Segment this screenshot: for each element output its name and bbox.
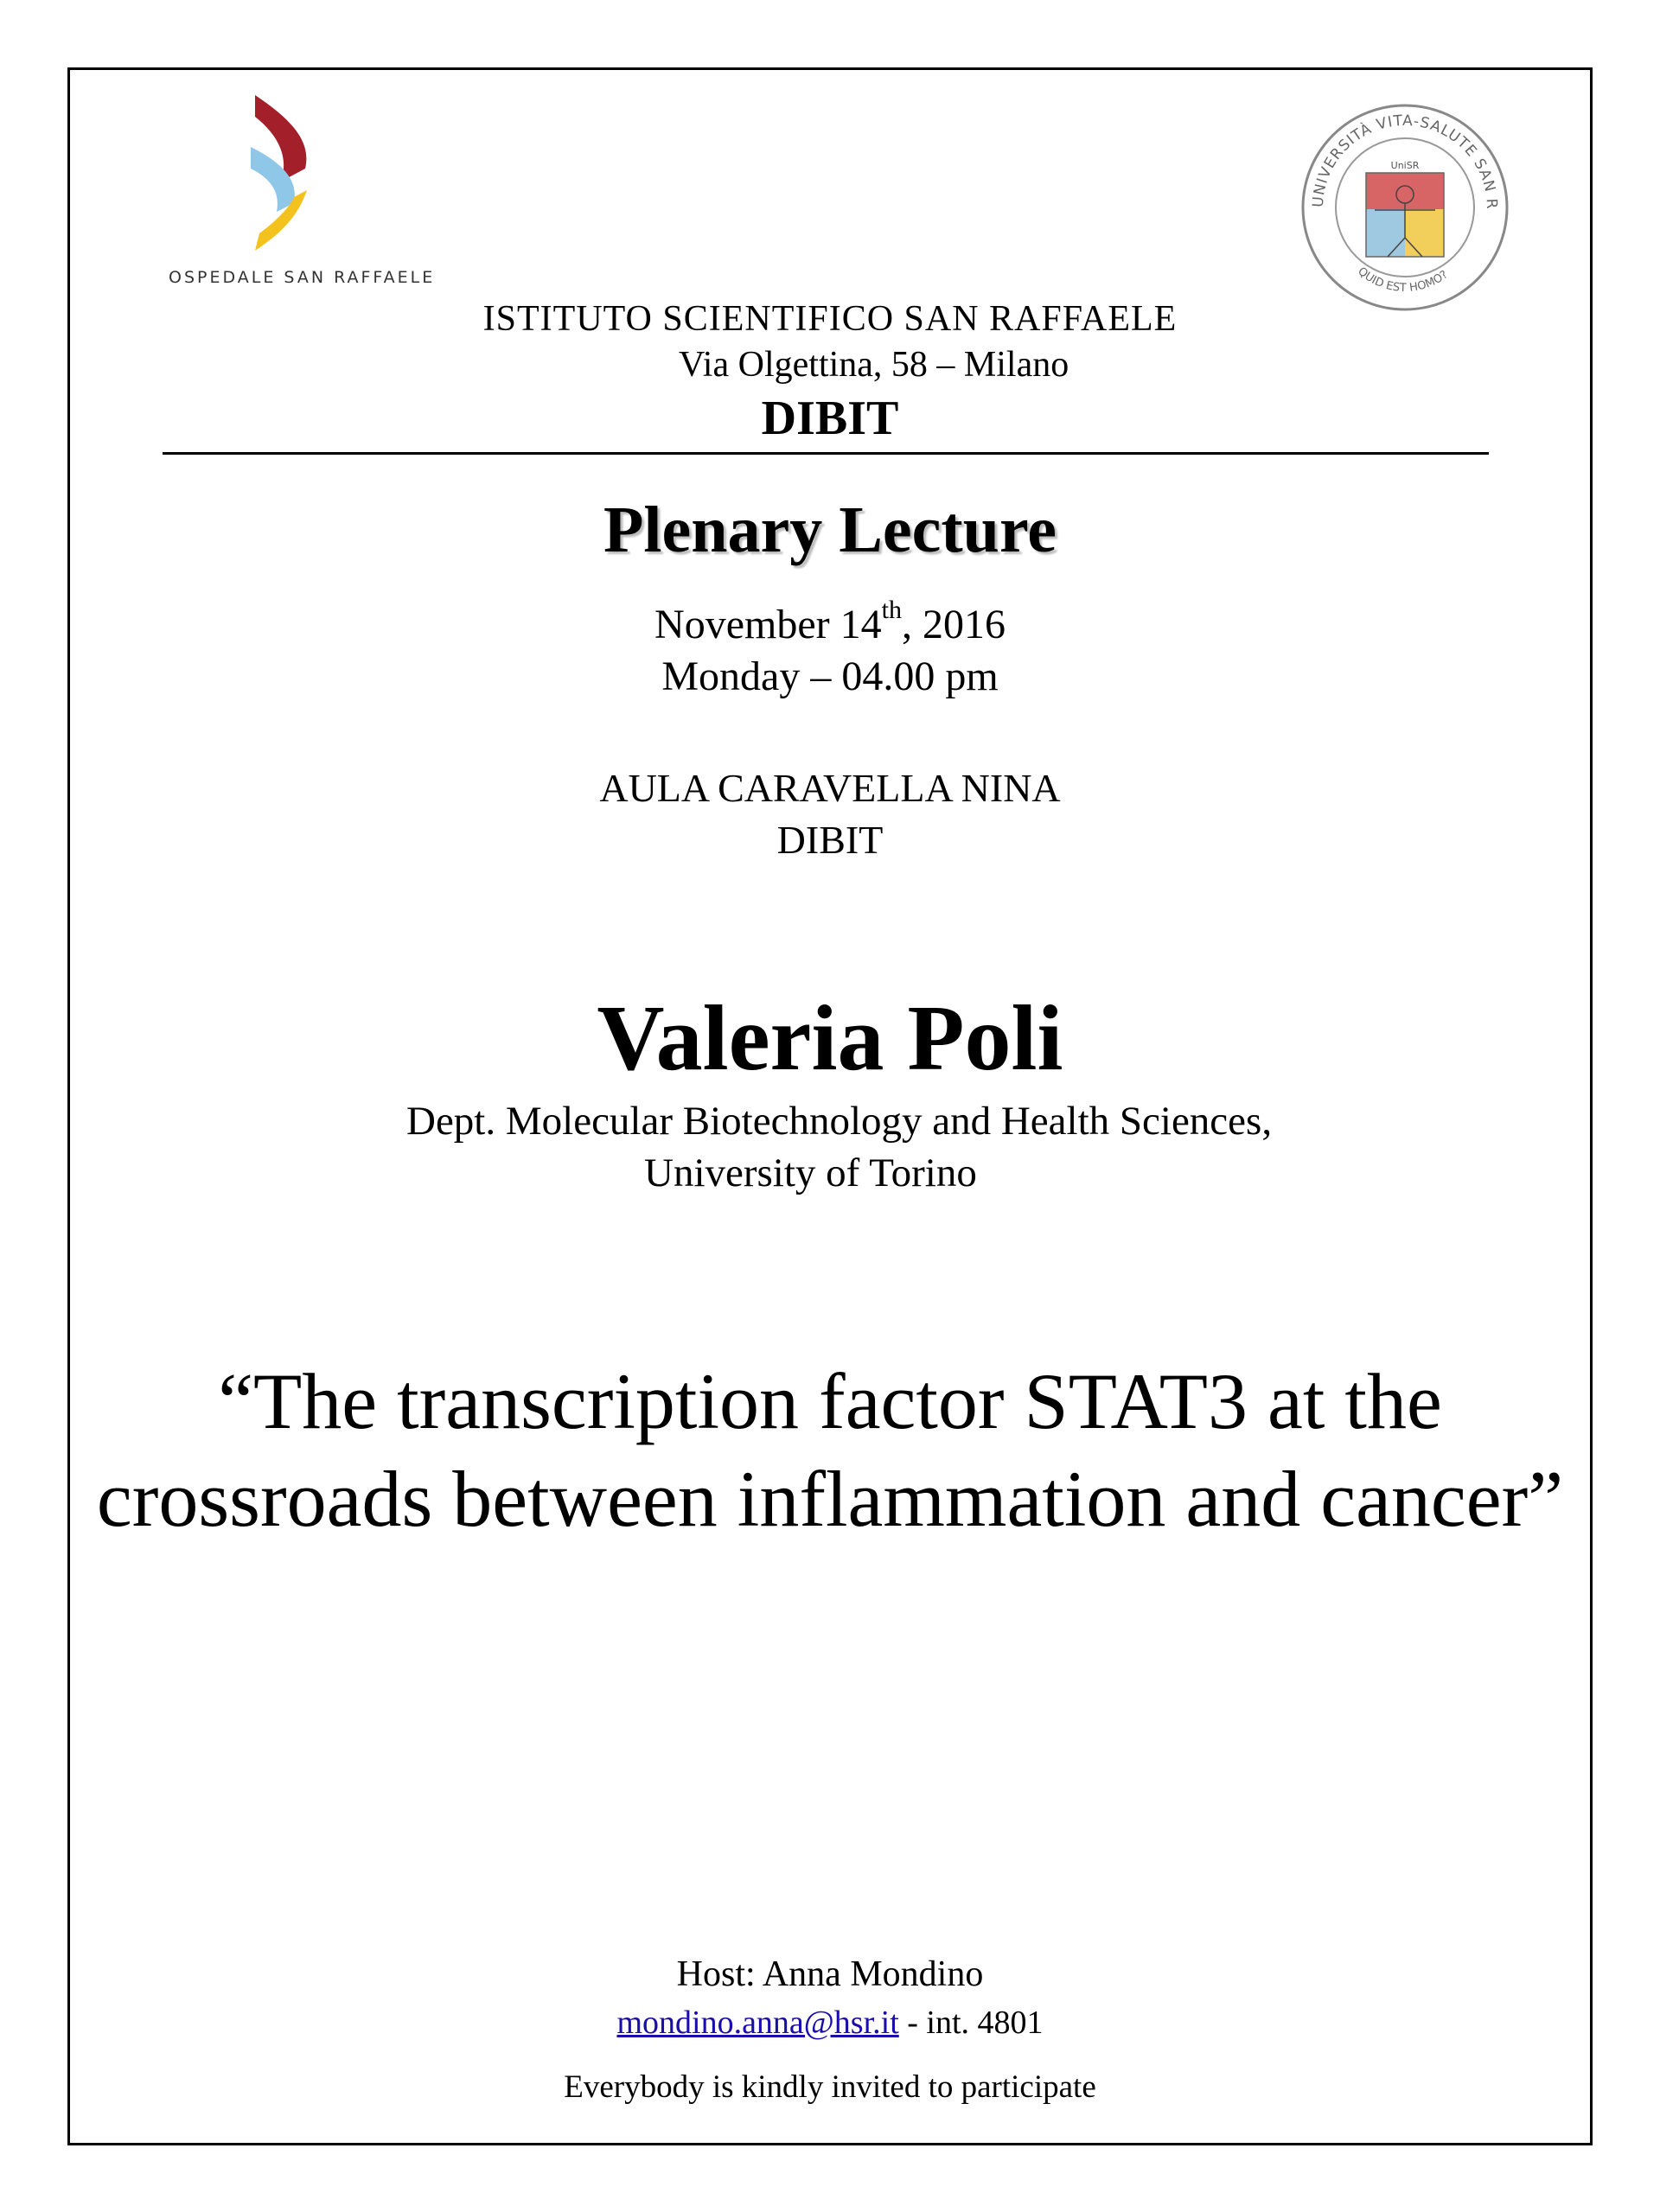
hospital-logo-text: OSPEDALE SAN RAFFAELE <box>169 268 436 287</box>
seal-motto: QUID EST HOMO? <box>1355 265 1451 295</box>
host-email-link[interactable]: mondino.anna@hsr.it <box>616 2005 899 2041</box>
seal-abbrev: UniSR <box>1390 160 1420 171</box>
event-room: AULA CARAVELLA NINA <box>599 766 1061 810</box>
host-contact <box>67 2004 1593 2042</box>
ribbon-logo-icon <box>246 95 316 255</box>
institute-address: Via Olgettina, 58 – Milano <box>679 345 1069 385</box>
host-extension: - int. 4801 <box>898 2005 1044 2041</box>
seal-text: UNIVERSITÀ VITA-SALUTE SAN R <box>1309 112 1501 210</box>
hospital-logo <box>156 86 436 311</box>
speaker-university: University of Torino <box>644 1151 977 1195</box>
header-divider <box>163 452 1489 455</box>
university-seal <box>1297 99 1513 316</box>
institute-name: ISTITUTO SCIENTIFICO SAN RAFFAELE <box>482 299 1178 339</box>
speaker-department: Dept. Molecular Biotechnology and Health Sciences, <box>406 1099 1273 1144</box>
talk-title: “The transcription factor STAT3 at the crossroads between inflammation and cancer” <box>96 1357 1564 1543</box>
vitruvian-seal-icon <box>1297 99 1513 316</box>
event-date: November 14th, 2016 <box>654 596 1006 647</box>
event-time: Monday – 04.00 pm <box>661 653 999 699</box>
invitation-text: Everybody is kindly invited to participate <box>564 2069 1096 2105</box>
event-type: Plenary Lecture <box>603 494 1057 566</box>
building-name: DIBIT <box>761 392 899 445</box>
host-name: Host: Anna Mondino <box>676 1954 984 1994</box>
speaker-name: Valeria Poli <box>597 987 1063 1090</box>
event-room-building: DIBIT <box>776 818 884 862</box>
